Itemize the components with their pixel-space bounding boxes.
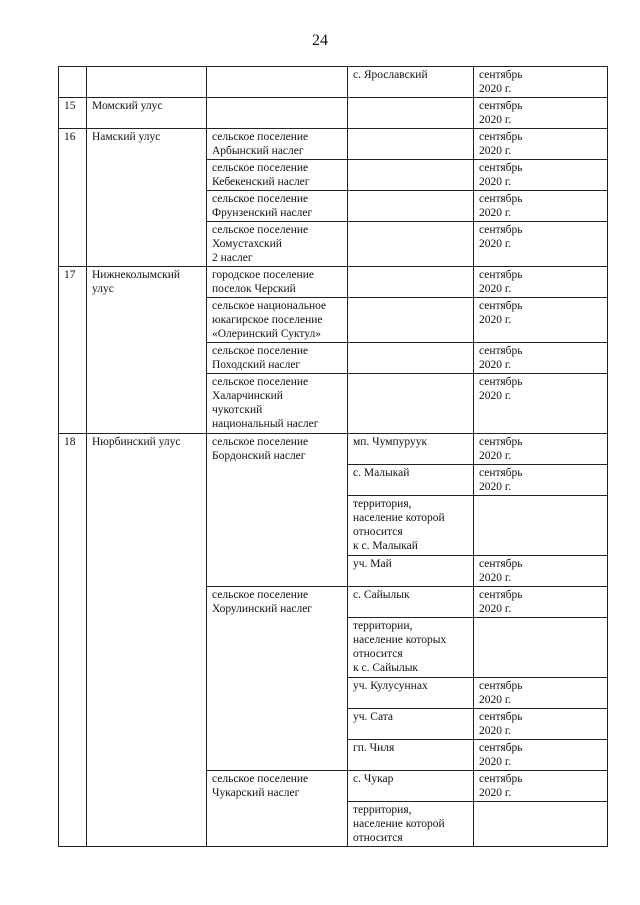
date-cell: сентябрь 2020 г. — [474, 67, 608, 98]
date-cell: сентябрь 2020 г. — [474, 191, 608, 222]
settlement-cell — [207, 67, 348, 98]
locality-cell: уч. Май — [348, 556, 474, 587]
settlement-cell: сельское поселение Халарчинский чукотский национальный наслег — [207, 374, 348, 434]
row-number-cell: 18 — [59, 434, 87, 847]
locality-cell — [348, 98, 474, 129]
locality-cell — [348, 191, 474, 222]
settlement-cell: сельское поселение Хорулинский наслег — [207, 587, 348, 771]
ulus-cell: Намский улус — [87, 129, 207, 267]
locality-cell: с. Чукар — [348, 771, 474, 802]
date-cell: сентябрь 2020 г. — [474, 98, 608, 129]
date-cell: сентябрь 2020 г. — [474, 678, 608, 709]
date-cell: сентябрь 2020 г. — [474, 222, 608, 267]
ulus-cell: Нюрбинский улус — [87, 434, 207, 847]
settlement-cell: сельское национальное юкагирское поселение «Олеринский Суктул» — [207, 298, 348, 343]
date-cell: сентябрь 2020 г. — [474, 267, 608, 298]
locality-cell — [348, 267, 474, 298]
table-row — [59, 434, 608, 465]
row-number-cell — [59, 67, 87, 98]
locality-cell: территория, население которой относится к с. Малыкай — [348, 496, 474, 556]
date-cell: сентябрь 2020 г. — [474, 374, 608, 434]
locality-cell: мп. Чумпуруук — [348, 434, 474, 465]
settlement-cell — [207, 98, 348, 129]
locality-cell: с. Малыкай — [348, 465, 474, 496]
date-cell — [474, 802, 608, 847]
row-number-cell: 15 — [59, 98, 87, 129]
page-number: 24 — [312, 32, 328, 49]
date-cell — [474, 496, 608, 556]
settlements-table — [58, 66, 608, 847]
date-cell: сентябрь 2020 г. — [474, 434, 608, 465]
date-cell: сентябрь 2020 г. — [474, 465, 608, 496]
ulus-cell — [87, 67, 207, 98]
date-cell: сентябрь 2020 г. — [474, 343, 608, 374]
locality-cell: территория, население которой относится — [348, 802, 474, 847]
row-number-cell: 17 — [59, 267, 87, 434]
table-row — [59, 98, 608, 129]
date-cell: сентябрь 2020 г. — [474, 298, 608, 343]
settlement-cell: сельское поселение Арбынский наслег — [207, 129, 348, 160]
date-cell: сентябрь 2020 г. — [474, 129, 608, 160]
locality-cell: уч. Сата — [348, 709, 474, 740]
locality-cell: с. Сайылык — [348, 587, 474, 618]
locality-cell: территории, население которых относится к с. Сайылык — [348, 618, 474, 678]
settlement-cell: сельское поселение Чукарский наслег — [207, 771, 348, 847]
table-row — [59, 267, 608, 298]
date-cell: сентябрь 2020 г. — [474, 587, 608, 618]
settlement-cell: сельское поселение Походский наслег — [207, 343, 348, 374]
date-cell: сентябрь 2020 г. — [474, 740, 608, 771]
date-cell: сентябрь 2020 г. — [474, 160, 608, 191]
table-row — [59, 129, 608, 160]
settlement-cell: городское поселение поселок Черский — [207, 267, 348, 298]
locality-cell — [348, 374, 474, 434]
date-cell: сентябрь 2020 г. — [474, 771, 608, 802]
settlement-cell: сельское поселение Кебекенский наслег — [207, 160, 348, 191]
locality-cell: гп. Чиля — [348, 740, 474, 771]
date-cell: сентябрь 2020 г. — [474, 709, 608, 740]
date-cell: сентябрь 2020 г. — [474, 556, 608, 587]
locality-cell — [348, 129, 474, 160]
date-cell — [474, 618, 608, 678]
locality-cell — [348, 298, 474, 343]
locality-cell — [348, 160, 474, 191]
locality-cell: с. Ярославский — [348, 67, 474, 98]
locality-cell: уч. Кулусуннах — [348, 678, 474, 709]
settlement-cell: сельское поселение Фрунзенский наслег — [207, 191, 348, 222]
row-number-cell: 16 — [59, 129, 87, 267]
locality-cell — [348, 343, 474, 374]
ulus-cell: Нижнеколымский улус — [87, 267, 207, 434]
table-row — [59, 67, 608, 98]
ulus-cell: Момский улус — [87, 98, 207, 129]
settlement-cell: сельское поселение Бордонский наслег — [207, 434, 348, 587]
settlement-cell: сельское поселение Хомустахский 2 наслег — [207, 222, 348, 267]
locality-cell — [348, 222, 474, 267]
